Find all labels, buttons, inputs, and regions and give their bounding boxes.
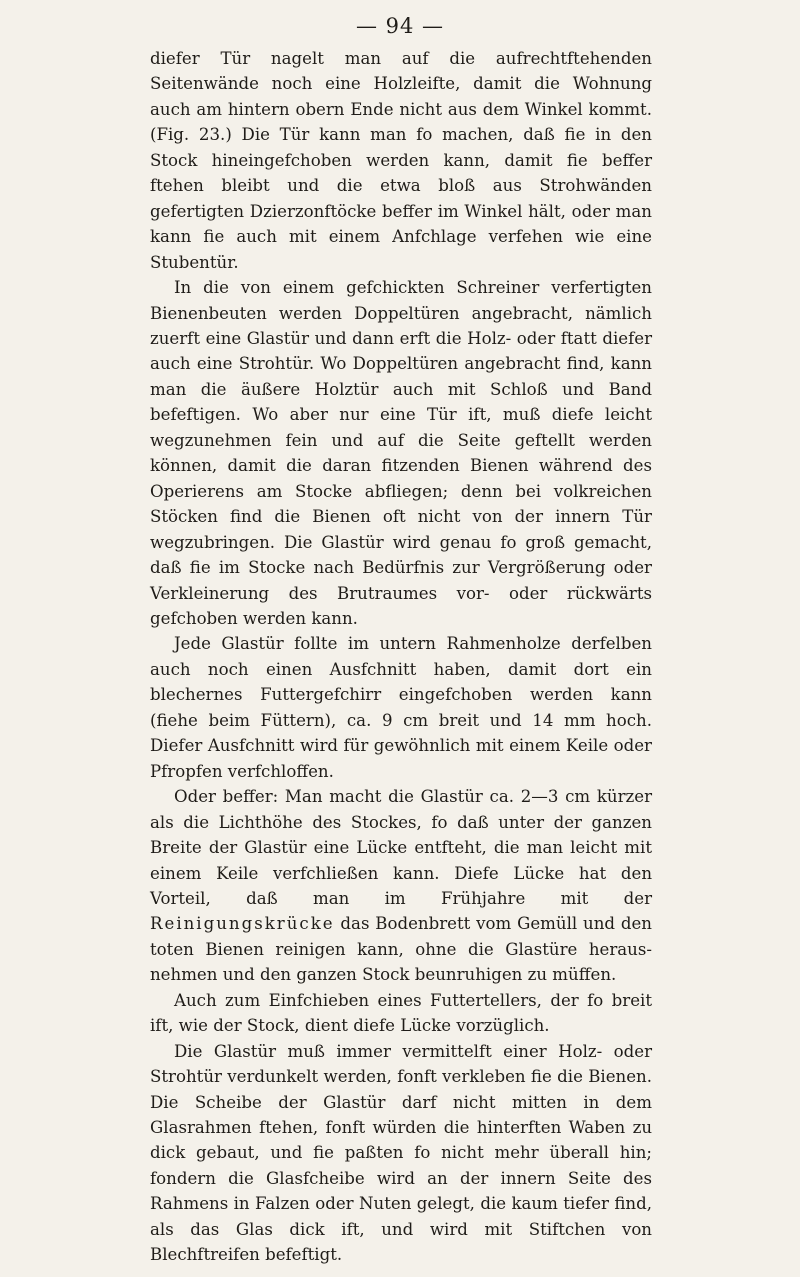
- paragraph-feeder-plate: Auch zum Einfchieben eines Futtertellers, der fo breit ift, wie der Stock, dient diefe Lücke vorzüglich.: [150, 990, 652, 1036]
- page-number: — 94 —: [355, 14, 445, 38]
- paragraph-gap-lead: Oder beffer: Man macht die Glastür ca. 2—3 cm kürzer als die Lichthöhe des Stockes, fo daß unter der ganzen Breite der Glastür eine Lücke entfteht, die man leicht mit einem Keile verfchließen kann. Diefe Lücke hat den Vorteil, daß man im Frühjahre mit der: [150, 787, 652, 908]
- cleaning-rake-term: Reinigungskrücke: [150, 914, 335, 934]
- paragraph-glass-pane: Die Glastür muß immer vermittelft einer Holz- oder Strohtür verdunkelt werden, fonft verkleben fie die Bienen. Die Scheibe der Glastür darf nicht mitten in dem Glasrahmen ftehen, fonft würden die hinterften Waben zu dick gebaut, und fie paßten fo nicht mehr überall hin; fondern die Glasfcheibe wird an der innern Seite des Rahmens in Falzen oder Nuten gelegt, die kaum tiefer find, als das Glas dick ift, und wird mit Stiftchen von Blechftreifen befeftigt.: [150, 1041, 652, 1265]
- paragraph-double-doors: In die von einem gefchickten Schreiner verfertigten Bienenbeuten werden Doppeltüren angebracht, nämlich zuerft eine Glastür und dann erft die Holz- oder ftatt diefer auch eine Strohtür. Wo Doppeltüren angebracht find, kann man die äußere Holztür auch mit Schloß und Band befeftigen. Wo aber nur eine Tür ift, muß diefe leicht wegzunehmen fein und auf die Seite geftellt werden können, damit die daran fitzenden Bienen während des Operierens am Stocke abfliegen; denn bei volkreichen Stöcken find die Bienen oft nicht von der innern Tür wegzubringen. Die Glastür wird genau fo groß gemacht, daß fie im Stocke nach Bedürfnis zur Vergrößerung oder Verkleinerung des Brutraumes vor- oder rückwärts gefchoben werden kann.: [150, 278, 652, 628]
- paragraph-gap-under-door: [150, 784, 652, 988]
- paragraph-door-strip: diefer Tür nagelt man auf die aufrechtftehenden Seitenwände noch eine Holzleifte, damit die Wohnung auch am hintern obern Ende nicht aus dem Winkel kommt. (Fig. 23.) Die Tür kann man fo machen, daß fie in den Stock hineingefchoben werden kann, damit fie beffer ftehen bleibt und die etwa bloß aus Strohwänden gefertigten Dzierzonftöcke beffer im Winkel hält, oder man kann fie auch mit einem Anfchlage verfehen wie eine Stubentür.: [150, 49, 652, 272]
- page-body: [150, 46, 652, 1268]
- paragraph-gap-tail: das Bodenbrett vom Gemüll und den toten Bienen reinigen kann, ohne die Glastüre herausnehmen und den ganzen Stock beunruhigen zu müffen.: [150, 914, 652, 985]
- paragraph-glass-door-cutout: Jede Glastür follte im untern Rahmenholze derfelben auch noch einen Ausfchnitt haben, damit dort ein blechernes Futtergefchirr eingefchoben werden kann (fiehe beim Füttern), ca. 9 cm breit und 14 mm hoch. Diefer Ausfchnitt wird für gewöhnlich mit einem Keile oder Pfropfen verfchloffen.: [150, 634, 652, 781]
